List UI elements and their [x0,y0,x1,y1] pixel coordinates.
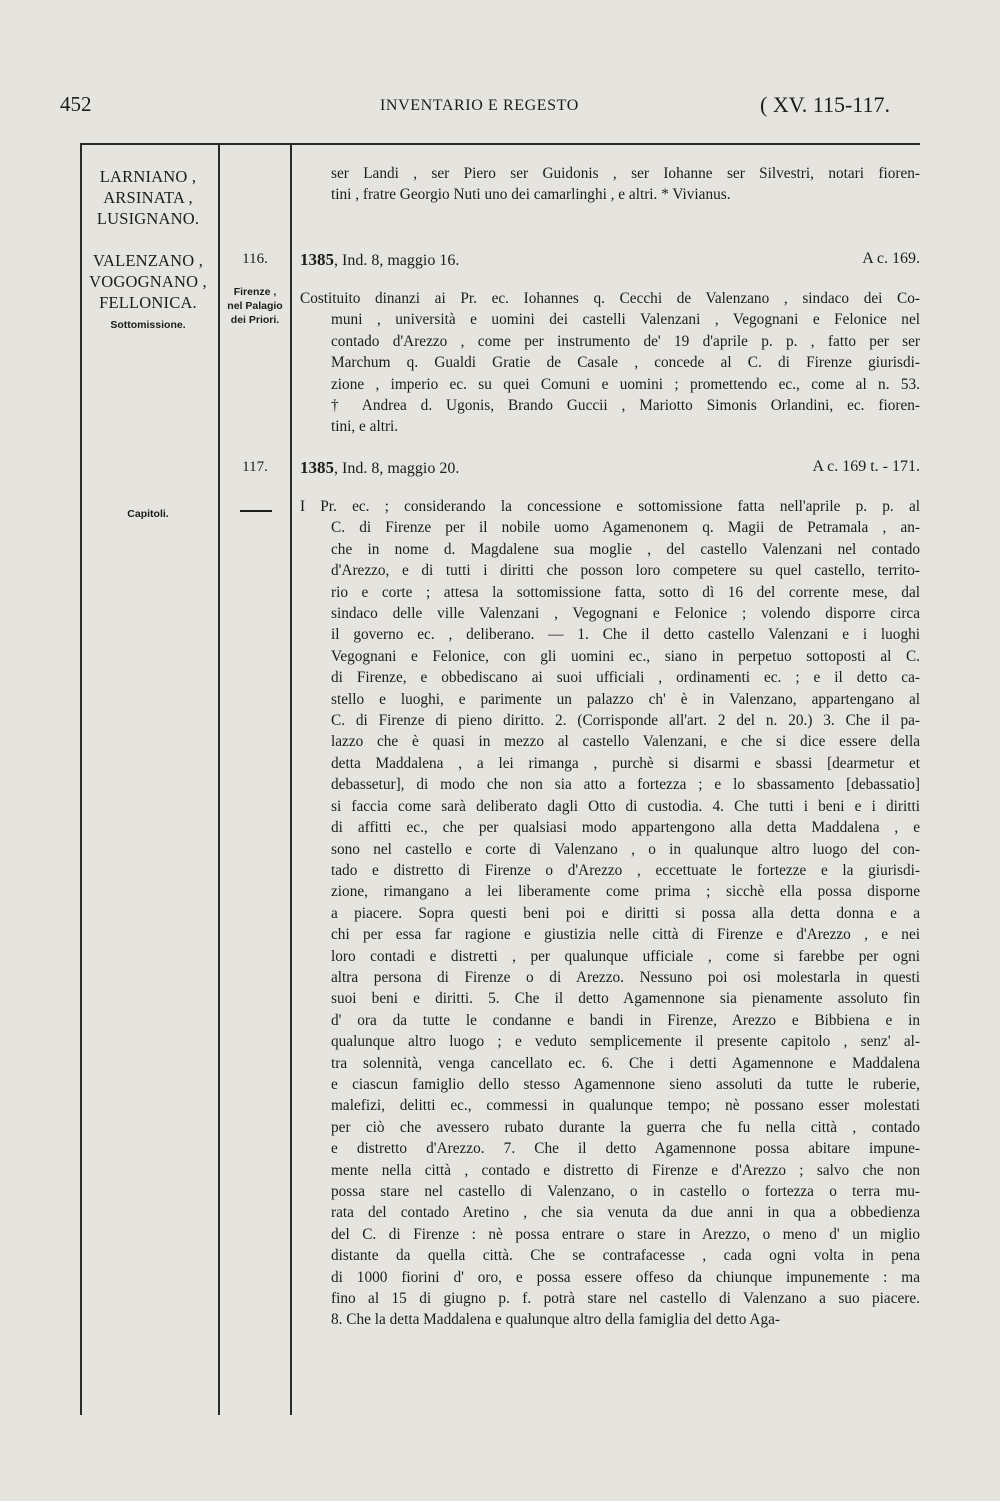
text-line: per ciò che avessero rubato durante la guerra che fu nella città , contado [331,1118,920,1136]
text-line: I Pr. ec. ; considerando la concessione e sottomissione fatta nell'aprile p. p. al [300,498,920,515]
text-line: mente nella città , contado e distretto di Firenze e d'Arezzo ; salvo che non [331,1161,920,1179]
text-line: fino al 15 di giugno p. f. potrà stare nel castello di Valenzano a suo piacere. [331,1290,920,1308]
page-number: 452 [60,92,92,116]
header-rule [80,143,920,145]
text-line: malefizi, delitti ec., commessi in qualunque tempo; nè possano esser molestati [331,1097,920,1115]
column-divider-1 [218,145,220,1415]
places-block-3 [78,502,218,525]
source-line: Firenze , [233,286,277,298]
entry-116-number: 116. [242,251,268,267]
text-line: suoi beni e diritti. 5. Che il detto Agamennone sia pienamente assoluto fin [331,990,920,1008]
entry-range: ( XV. 115-117. [760,92,890,117]
place-name: VALENZANO , [92,251,204,270]
entry-116-heading [300,250,920,270]
text-line: stello e luoghi, e parimente un palazzo ch' è in Valenzano, appartengano al [331,690,920,708]
text-line: lazzo che è quasi in mezzo al castello Valenzani, e che si dice essere della [331,733,920,751]
entry-date-rest: , Ind. 8, maggio 20. [334,460,460,477]
text-line: qualunque altro luogo ; e veduto semplicemente il presente capitolo , senz' al- [331,1033,920,1051]
text-line: sindaco delle ville Valenzani , Vegognani e Felonice ; volendo disporre circa [331,605,920,623]
text-line: sono nel castello e corte di Valenzano , o in qualunque altro luogo del con- [331,840,920,858]
text-line: loro contadi e distretti , per qualunque ufficiale , come si farebbe per ogni [331,947,920,965]
text-line: tini, e altri. [331,418,399,436]
entry-116-text [300,288,920,438]
text-line: e ciascun famiglio dello stesso Agamennone sieno assoluti da tutte le ruberie, [331,1075,920,1093]
place-name: VOGOGNANO , [89,272,207,291]
text-line: del C. di Firenze : nè possa entrare o stare in Arezzo, o meno d' un miglio [331,1225,920,1243]
text-line: contado d'Arezzo , come per instrumento de' 19 d'aprile p. p. , fatto per ser [331,332,920,350]
place-name: LARNIANO , [99,167,197,186]
entry-date-rest: , Ind. 8, maggio 16. [334,252,460,269]
archive-reference: A c. 169 t. - 171. [812,458,920,475]
text-line: tado e distretto di Firenze o d'Arezzo , eccettuate le fortezze e la giurisdi- [331,861,920,879]
places-block-1 [78,166,218,229]
entry-117-heading [300,458,920,478]
source-line: nel Palagio [227,300,283,312]
entry-116-source [219,284,291,326]
text-line: † Andrea d. Ugonis, Brando Guccii , Mariotto Simonis Orlandini, ec. fioren- [331,397,920,415]
text-line: debassetur], di modo che non sia atto a fortezza ; e lo sbassamento [debassatio] [331,776,920,794]
text-line: tra solennità, venga cancellato ec. 6. Che i detti Agamennone e Maddalena [331,1054,920,1072]
column-divider-2 [290,145,292,1415]
text-line: C. di Firenze per il nobile uomo Agamenonem q. Magii de Petramala , an- [331,519,920,537]
text-line: rata del contado Aretino , che sia venuta da due anni in qua a obbedienza [331,1204,920,1222]
text-line: rio e corte ; attesa la sottomissione fatta, sotto dì 16 del corrente mese, dal [331,583,920,601]
text-line: e distretto d'Arezzo. 7. Che il detto Agamennone possa abitare impune- [331,1140,920,1158]
text-line: Marchum q. Gualdi Gratie de Casale , concede al C. di Firenze giurisdi- [331,354,920,372]
entry-date [300,460,459,477]
places-block-2 [78,250,218,336]
text-line: distante da quella città. Che se contrafacesse , cada ogni volta in pena [331,1247,920,1265]
text-line: a piacere. Sopra questi beni poi e diritti si possa alla detta donna e a [331,904,920,922]
text-line: d' ora da tutte le condanne e bandi in Firenze, Arezzo e Bibbiena e in [331,1011,920,1029]
text-line: 8. Che la detta Maddalena e qualunque altro della famiglia del detto Aga- [331,1311,780,1329]
archive-reference: A c. 169. [862,250,920,267]
text-line: il governo ec. , deliberano. — 1. Che il detto castello Valenzani e i luoghi [331,626,920,644]
text-line: altra persona di Firenze o di Arezzo. Nessuno poi osi molestarla in questi [331,968,920,986]
text-line: zione, rimangano a lei liberamente come prima ; sicchè ella possa disporne [331,883,920,901]
entry-year: 1385 [300,250,334,269]
running-title: INVENTARIO E REGESTO [380,97,579,114]
rubric-capitoli: Capitoli. [127,508,169,520]
text-line: muni , università e uomini dei castelli Valenzani , Vegognani e Felonice nel [331,311,920,329]
text-line: di affitti ec., che per qualsiasi modo appartengono alla detta Maddalena , e [331,819,920,837]
text-line: di Firenze, e obbediscano ai suoi ufficiali , ordinamenti ec. ; e il detto ca- [331,669,920,687]
text-line: d'Arezzo, e di tutti i diritti che posson loro competere su quel castello, territo- [331,562,920,580]
entry-date [300,252,459,269]
text-line: C. di Firenze di pieno diritto. 2. (Corrisponde all'art. 2 del n. 20.) 3. Che il pa- [331,712,920,730]
text-line: possa stare nel castello di Valenzano, o in castello o fortezza o terra mu- [331,1183,920,1200]
rubric-sottomissione: Sottomissione. [110,319,186,331]
text-line: si faccia come sarà deliberato dagli Otto di custodia. 4. Che tutti i beni e i diritti [331,797,920,815]
text-line: detta Maddalena , a lei rimanga , purchè si disarmi e sbassi [dearmetur et [331,754,920,772]
text-line: che in nome d. Magdalene sua moglie , del castello Valenzani nel contado [331,540,920,558]
text-line: Vegognani e Felonice, con gli uomini ec., siano in perpetuo sottoposti al C. [331,647,920,665]
source-line: dei Priori. [230,314,280,326]
continuation-paragraph [331,163,920,206]
text-line: tini , fratre Georgio Nuti uno dei camarlinghi , e altri. * Vivianus. [331,186,731,204]
text-line: di 1000 fiorini d' oro, e possa essere offeso da chiunque impunemente : ma [331,1268,920,1286]
place-name: FELLONICA. [99,293,197,312]
entry-117-text [300,496,920,1331]
text-line: Costituito dinanzi ai Pr. ec. Iohannes q. Cecchi de Valenzano , sindaco dei Co- [300,290,920,307]
place-name: ARSINATA , [103,188,193,207]
source-dash [240,510,272,512]
place-name: LUSIGNANO. [96,209,200,228]
entry-year: 1385 [300,458,334,477]
text-line: ser Landi , ser Piero ser Guidonis , ser Iohanne ser Silvestri, notari fioren- [331,165,920,182]
text-line: zione , imperio ec. su quei Comuni e uomini ; promettendo ec., come al n. 53. [331,375,920,393]
text-line: chi per essa far ragione e giustizia nelle città di Firenze e d'Arezzo , e nei [331,926,920,944]
entry-117-number: 117. [242,459,268,475]
